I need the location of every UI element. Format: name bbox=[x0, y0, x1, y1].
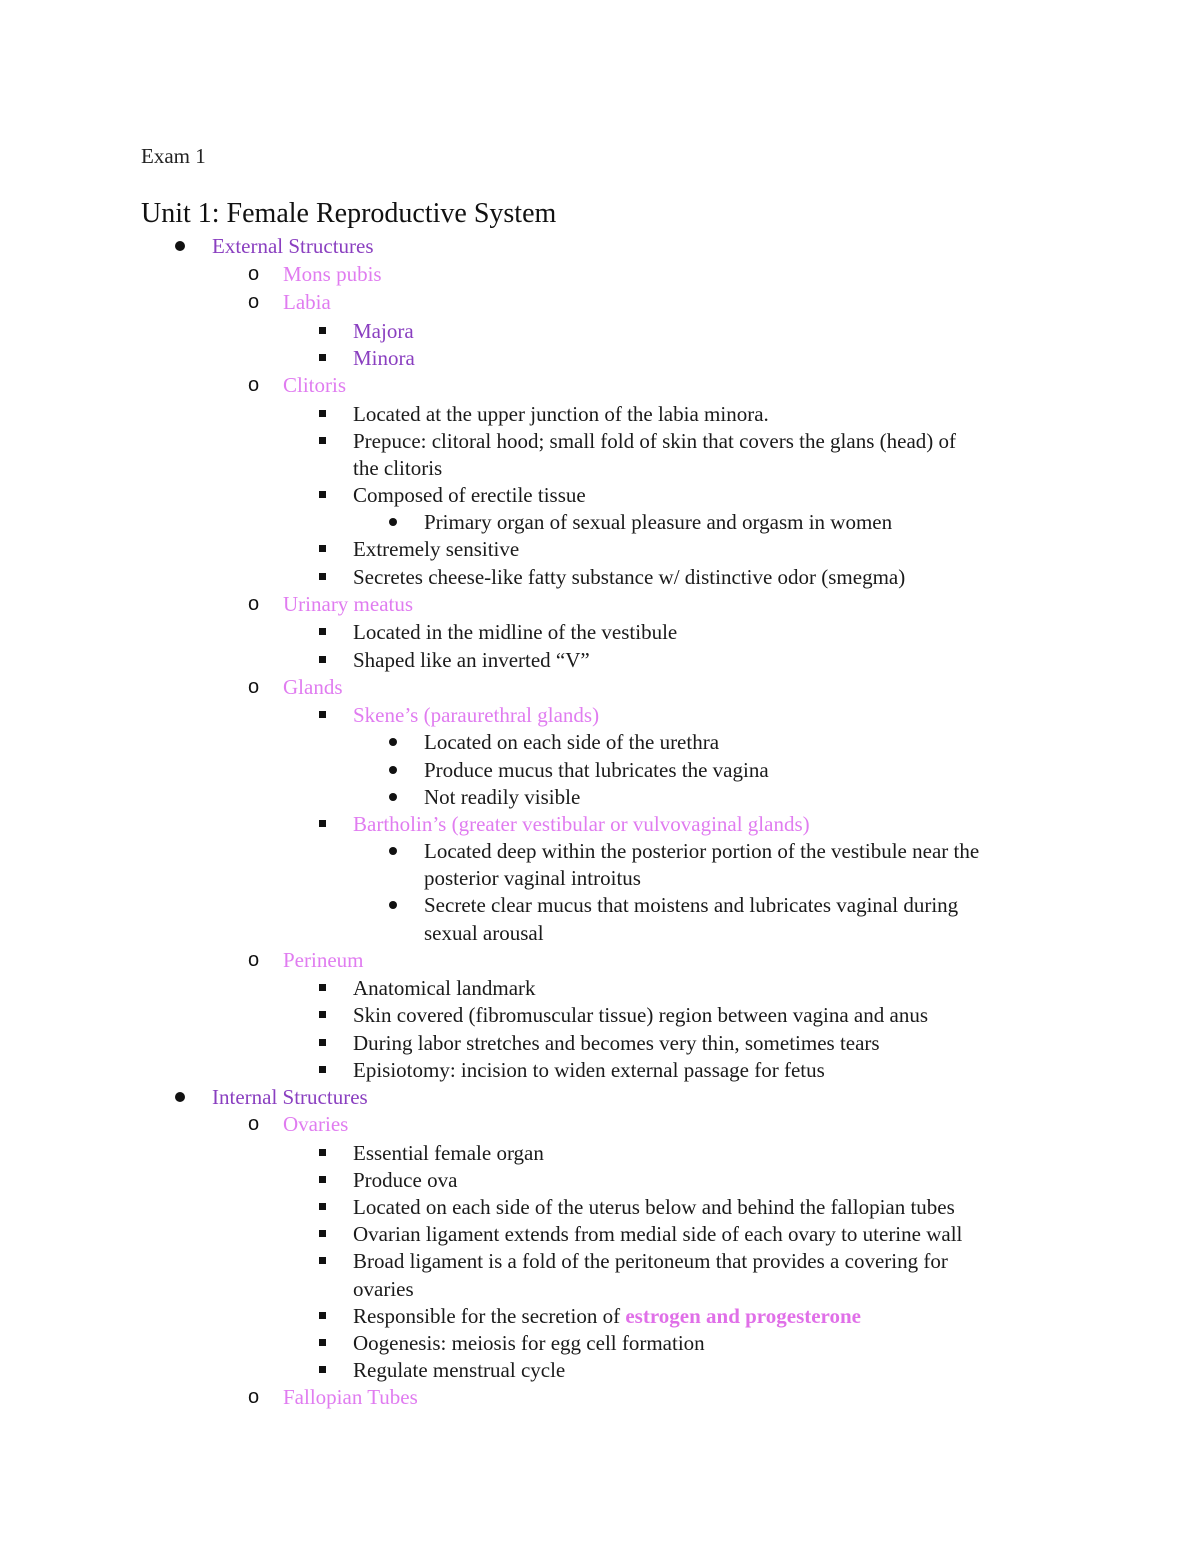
list-item: Extremely sensitive bbox=[353, 537, 520, 561]
bullet-square-icon bbox=[319, 1366, 326, 1373]
bullet-square-icon bbox=[319, 1149, 326, 1156]
list-item: Minora bbox=[353, 346, 415, 370]
list-item: Secretes cheese-like fatty substance w/ distinctive odor (smegma) bbox=[353, 565, 906, 589]
list-item: Shaped like an inverted “V” bbox=[353, 648, 590, 672]
bullet-square-icon bbox=[319, 820, 326, 827]
section-internal-structures: Internal Structures bbox=[212, 1085, 368, 1109]
bullet-disc-icon bbox=[175, 241, 185, 251]
bullet-square-icon bbox=[319, 437, 326, 444]
list-item: Located on each side of the uterus below and behind the fallopian tubes bbox=[353, 1195, 955, 1219]
list-item: Located at the upper junction of the labia minora. bbox=[353, 402, 769, 426]
subtopic-bartholins-glands: Bartholin’s (greater vestibular or vulvovaginal glands) bbox=[353, 812, 810, 836]
bullet-square-icon bbox=[319, 1312, 326, 1319]
bullet-square-icon bbox=[319, 1176, 326, 1183]
list-item: Produce ova bbox=[353, 1168, 458, 1192]
list-item: Skin covered (fibromuscular tissue) region between vagina and anus bbox=[353, 1003, 928, 1027]
list-item: Secrete clear mucus that moistens and lubricates vaginal during bbox=[424, 893, 959, 917]
bullet-dot-icon bbox=[389, 793, 397, 801]
bullet-square-icon bbox=[319, 1339, 326, 1346]
bullet-circle-icon: o bbox=[248, 676, 260, 698]
list-item: Produce mucus that lubricates the vagina bbox=[424, 758, 769, 782]
topic-clitoris: Clitoris bbox=[283, 373, 347, 397]
bullet-square-icon bbox=[319, 491, 326, 498]
bullet-circle-icon: o bbox=[248, 374, 260, 396]
list-item: Composed of erectile tissue bbox=[353, 483, 586, 507]
bullet-square-icon bbox=[319, 984, 326, 991]
list-item: Broad ligament is a fold of the peritoneum that provides a covering for bbox=[353, 1249, 948, 1273]
bullet-square-icon bbox=[319, 1230, 326, 1237]
bullet-square-icon bbox=[319, 711, 326, 718]
bullet-square-icon bbox=[319, 1011, 326, 1018]
bullet-square-icon bbox=[319, 1039, 326, 1046]
bullet-dot-icon bbox=[389, 518, 397, 526]
list-item: Not readily visible bbox=[424, 785, 581, 809]
bullet-square-icon bbox=[319, 1203, 326, 1210]
list-item: Essential female organ bbox=[353, 1141, 544, 1165]
list-item-continuation: sexual arousal bbox=[424, 921, 544, 945]
list-item bbox=[353, 1303, 861, 1329]
topic-labia: Labia bbox=[283, 290, 331, 314]
bullet-square-icon bbox=[319, 628, 326, 635]
bullet-square-icon bbox=[319, 327, 326, 334]
list-item-continuation: ovaries bbox=[353, 1277, 414, 1301]
exam-label: Exam 1 bbox=[141, 144, 206, 168]
bullet-disc-icon bbox=[175, 1092, 185, 1102]
list-item-continuation: the clitoris bbox=[353, 456, 443, 480]
topic-urinary-meatus: Urinary meatus bbox=[283, 592, 414, 616]
list-item-text: Responsible for the secretion of bbox=[353, 1304, 626, 1328]
bullet-circle-icon: o bbox=[248, 949, 260, 971]
bullet-square-icon bbox=[319, 354, 326, 361]
topic-ovaries: Ovaries bbox=[283, 1112, 349, 1136]
bullet-circle-icon: o bbox=[248, 1386, 260, 1408]
list-item: Located in the midline of the vestibule bbox=[353, 620, 678, 644]
bullet-square-icon bbox=[319, 410, 326, 417]
list-item: Majora bbox=[353, 319, 414, 343]
list-item: During labor stretches and becomes very thin, sometimes tears bbox=[353, 1031, 880, 1055]
subtopic-skenes-glands: Skene’s (paraurethral glands) bbox=[353, 703, 600, 727]
list-item-continuation: posterior vaginal introitus bbox=[424, 866, 641, 890]
list-item: Prepuce: clitoral hood; small fold of skin that covers the glans (head) of bbox=[353, 429, 957, 453]
list-item: Anatomical landmark bbox=[353, 976, 536, 1000]
bullet-circle-icon: o bbox=[248, 593, 260, 615]
bullet-circle-icon: o bbox=[248, 263, 260, 285]
list-item: Regulate menstrual cycle bbox=[353, 1358, 566, 1382]
list-item: Primary organ of sexual pleasure and orgasm in women bbox=[424, 510, 893, 534]
topic-fallopian-tubes: Fallopian Tubes bbox=[283, 1385, 418, 1409]
bullet-circle-icon: o bbox=[248, 1113, 260, 1135]
list-item: Located deep within the posterior portion of the vestibule near the bbox=[424, 839, 980, 863]
list-item: Episiotomy: incision to widen external passage for fetus bbox=[353, 1058, 825, 1082]
bullet-square-icon bbox=[319, 573, 326, 580]
list-item: Oogenesis: meiosis for egg cell formation bbox=[353, 1331, 705, 1355]
topic-perineum: Perineum bbox=[283, 948, 364, 972]
section-external-structures: External Structures bbox=[212, 234, 374, 258]
list-item: Ovarian ligament extends from medial side of each ovary to uterine wall bbox=[353, 1222, 963, 1246]
bullet-square-icon bbox=[319, 1257, 326, 1264]
bullet-dot-icon bbox=[389, 738, 397, 746]
bullet-square-icon bbox=[319, 656, 326, 663]
emphasis-text: estrogen and progesterone bbox=[625, 1304, 861, 1328]
topic-mons-pubis: Mons pubis bbox=[283, 262, 382, 286]
bullet-square-icon bbox=[319, 1066, 326, 1073]
topic-glands: Glands bbox=[283, 675, 343, 699]
bullet-dot-icon bbox=[389, 766, 397, 774]
bullet-circle-icon: o bbox=[248, 291, 260, 313]
bullet-dot-icon bbox=[389, 847, 397, 855]
list-item: Located on each side of the urethra bbox=[424, 730, 720, 754]
bullet-dot-icon bbox=[389, 901, 397, 909]
bullet-square-icon bbox=[319, 545, 326, 552]
unit-title: Unit 1: Female Reproductive System bbox=[141, 198, 557, 229]
